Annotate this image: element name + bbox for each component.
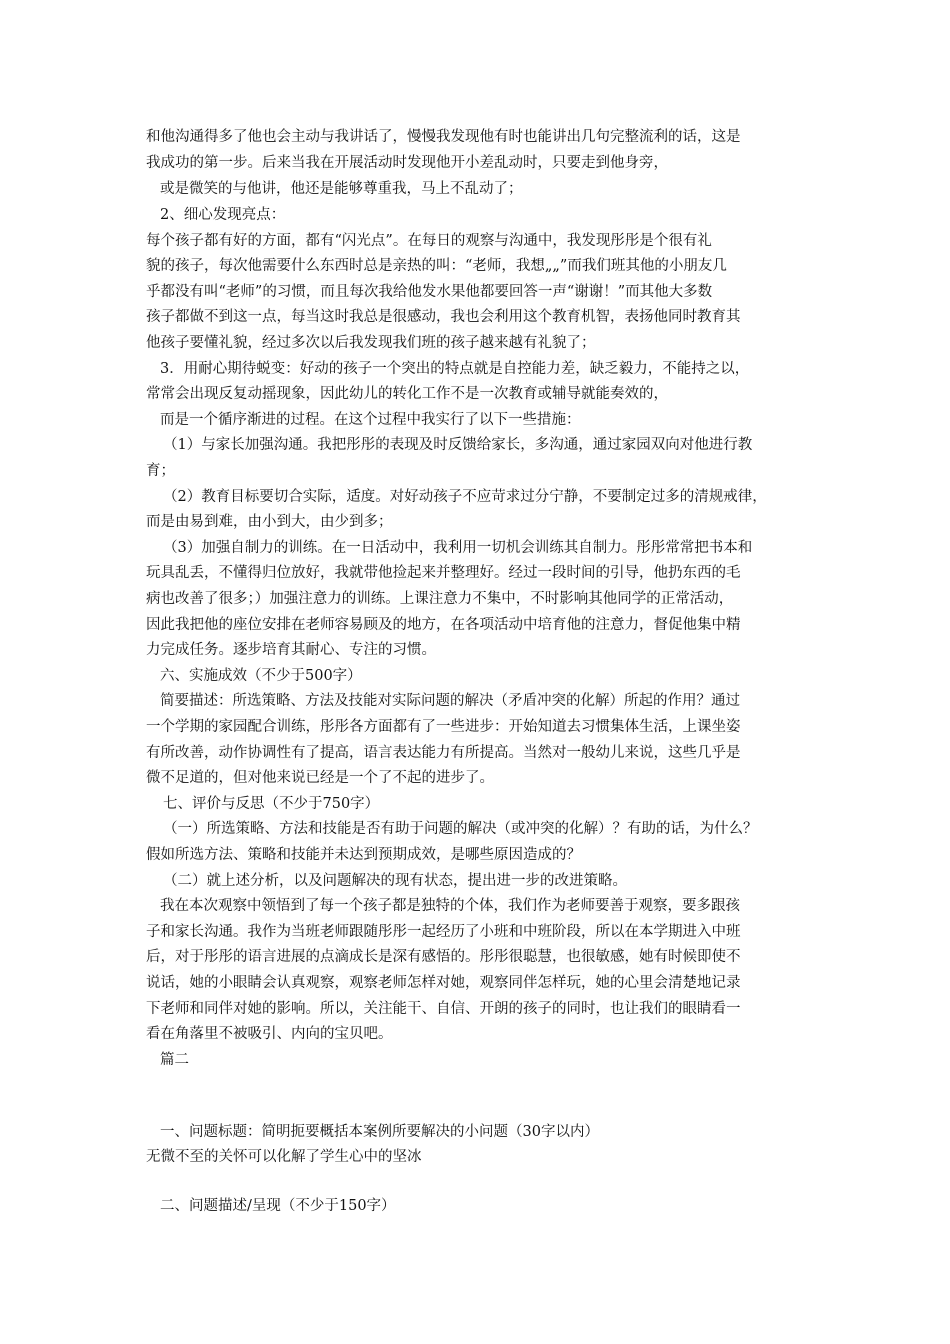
text-line: 力完成任务。逐步培育其耐心、专注的习惯。: [146, 642, 436, 658]
text-line: 简要描述：所选策略、方法及技能对实际问题的解决（矛盾冲突的化解）所起的作用？通过: [160, 693, 740, 709]
text-line: 玩具乱丢，不懂得归位放好，我就带他捡起来并整理好。经过一段时间的引导，他扔东西的毛: [146, 565, 741, 581]
text-line: 一个学期的家园配合训练，彤彤各方面都有了一些进步：开始知道去习惯集体生活，上课坐姿: [146, 719, 741, 735]
section-heading: 七、评价与反思（不少于750字）: [163, 796, 380, 812]
section-heading: 3．用耐心期待蜕变：好动的孩子一个突出的特点就是自控能力差，缺乏毅力，不能持之以，: [160, 361, 750, 377]
text-line: 而是一个循序渐进的过程。在这个过程中我实行了以下一些措施：: [160, 412, 581, 428]
text-line: 每个孩子都有好的方面，都有“闪光点”。在每日的观察与沟通中，我发现彤彤是个很有礼: [146, 233, 712, 249]
section-heading: 篇二: [160, 1052, 189, 1068]
list-item: （3）加强自制力的训练。在一日活动中，我利用一切机会训练其自制力。彤彤常常把书本和: [163, 540, 753, 556]
text-line: 因此我把他的座位安排在老师容易顾及的地方，在各项活动中培育他的注意力，督促他集中精: [146, 617, 741, 633]
text-line: 后，对于彤彤的语言进展的点滴成长是深有感悟的。彤彤很聪慧，也很敏感，她有时候即使不: [146, 949, 741, 965]
text-line: 乎都没有叫“老师”的习惯，而且每次我给他发水果他都要回答一声“谢谢！”而其他大多数: [146, 284, 713, 300]
section-heading: 六、实施成效（不少于500字）: [160, 668, 362, 684]
text-line: 育；: [146, 463, 175, 479]
section-heading: 一、问题标题：简明扼要概括本案例所要解决的小问题（30字以内）: [160, 1124, 599, 1140]
text-line: 貌的孩子，每次他需要什么东西时总是亲热的叫：“老师，我想„„”而我们班其他的小朋友几: [146, 258, 727, 274]
text-line: 孩子都做不到这一点，每当这时我总是很感动，我也会利用这个教育机智，表扬他同时教育其: [146, 309, 741, 325]
list-item: （1）与家长加强沟通。我把彤彤的表现及时反馈给家长，多沟通，通过家园双向对他进行教: [163, 437, 753, 453]
text-line: 或是微笑的与他讲，他还是能够尊重我，马上不乱动了；: [160, 181, 523, 197]
list-item: （2）教育目标要切合实际，适度。对好动孩子不应苛求过分宁静，不要制定过多的清规戒律，: [163, 489, 767, 505]
text-line: 和他沟通得多了他也会主动与我讲话了，慢慢我发现他有时也能讲出几句完整流利的话，这是: [146, 129, 741, 145]
text-line: 常常会出现反复动摇现象，因此幼儿的转化工作不是一次教育或辅导就能奏效的，: [146, 386, 668, 402]
text-line: 子和家长沟通。我作为当班老师跟随彤彤一起经历了小班和中班阶段，所以在本学期进入中班: [146, 924, 741, 940]
text-line: 说话，她的小眼睛会认真观察，观察老师怎样对她，观察同伴怎样玩，她的心里会清楚地记录: [146, 975, 741, 991]
text-line: 假如所选方法、策略和技能并未达到预期成效，是哪些原因造成的？: [146, 847, 581, 863]
text-line: 他孩子要懂礼貌，经过多次以后我发现我们班的孩子越来越有礼貌了；: [146, 335, 596, 351]
text-line: 病也改善了很多；）加强注意力的训练。上课注意力不集中，不时影响其他同学的正常活动，: [146, 591, 734, 607]
text-line: （一）所选策略、方法和技能是否有助于问题的解决（或冲突的化解）？有助的话，为什么？: [163, 821, 758, 837]
section-heading: 二、问题描述/呈现（不少于150字）: [160, 1198, 396, 1214]
text-line: 无微不至的关怀可以化解了学生心中的坚冰: [146, 1149, 422, 1165]
text-line: 看在角落里不被吸引、内向的宝贝吧。: [146, 1026, 393, 1042]
text-line: 下老师和同伴对她的影响。所以，关注能干、自信、开朗的孩子的同时，也让我们的眼睛看一: [146, 1001, 741, 1017]
text-line: （二）就上述分析，以及问题解决的现有状态，提出进一步的改进策略。: [163, 873, 627, 889]
text-line: 有所改善，动作协调性有了提高，语言表达能力有所提高。当然对一般幼儿来说，这些几乎是: [146, 745, 741, 761]
text-line: 我成功的第一步。后来当我在开展活动时发现他开小差乱动时，只要走到他身旁，: [146, 155, 668, 171]
text-line: 我在本次观察中领悟到了每一个孩子都是独特的个体，我们作为老师要善于观察，要多跟孩: [160, 898, 740, 914]
text-line: 而是由易到难，由小到大，由少到多；: [146, 514, 393, 530]
section-heading: 2、细心发现亮点：: [160, 207, 286, 223]
text-line: 微不足道的，但对他来说已经是一个了不起的进步了。: [146, 770, 494, 786]
